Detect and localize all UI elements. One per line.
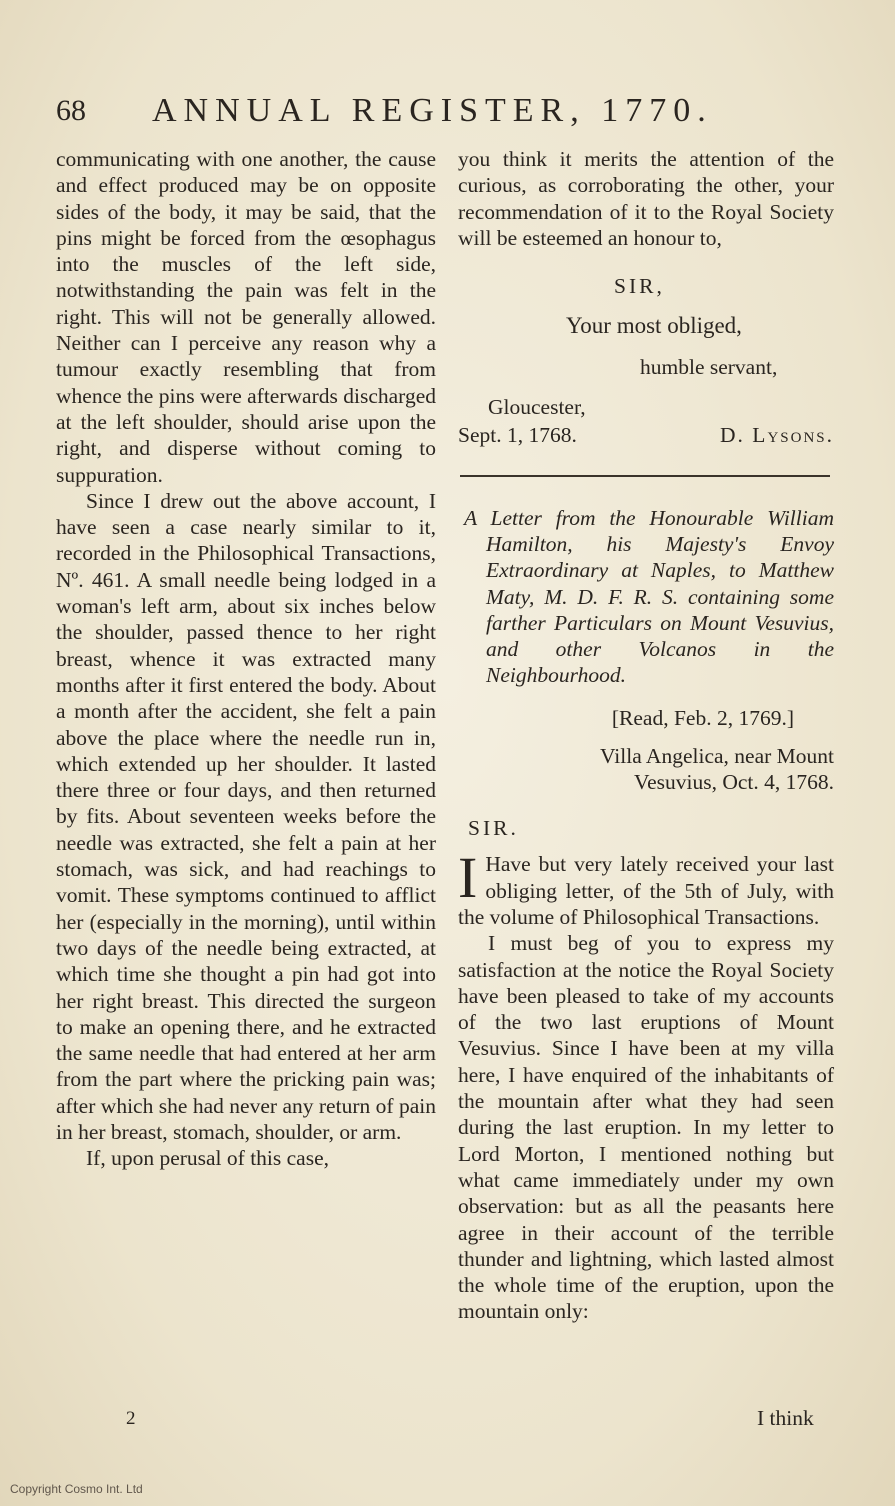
left-paragraph-3: If, upon perusal of this case, — [86, 1146, 329, 1171]
date-signature-line — [458, 422, 834, 448]
copyright-watermark: Copyright Cosmo Int. Ltd — [10, 1482, 143, 1496]
closing-salutation: SIR, — [614, 274, 665, 299]
right-paragraph-3: I must beg of you to express my satisfaction at the notice the Royal Society have been pleased to take of my accounts of the two last eruptions of Mount Vesuvius. Since I have been at my villa here, I have enquired of the inhabitants of the mountain after what they had seen during the last eruption. In my letter to Lord Morton, I mentioned nothing but what came immediately under my own observation: but as all the peasants here agree in their account of the terrible thunder and lightning, which lasted almost the whole time of the eruption, upon the mountain only: — [458, 931, 834, 1324]
left-column — [56, 146, 436, 1172]
address-line-1: Villa Angelica, near Mount — [600, 744, 834, 769]
address-line-2: Vesuvius, Oct. 4, 1768. — [633, 770, 834, 795]
letter-salutation: SIR. — [468, 816, 519, 841]
drop-cap: I — [458, 845, 478, 911]
letter-date: Sept. 1, 1768. — [458, 423, 577, 448]
right-paragraph-1: you think it merits the attention of the curious, as corroborating the other, your recommendation of it to the Royal Society will be esteemed an honour to, — [458, 147, 834, 250]
right-paragraph-2-text: Have but very lately received your last obliging letter, of the 5th of July, with the volume of Philosophical Transactions. — [458, 852, 834, 929]
left-paragraph-1: communicating with one another, the cause and effect produced may be on opposite sides of the body, it may be said, that the pins might be forced from the œsophagus into the muscles of the left side, notwithstanding the pain was felt in the right. This will not be generally allowed. Neither can I perceive any reason why a tumour exactly resembling that from whence the pins were afterwards discharged at the left shoulder, should arise upon the right, and disperse without coming to suppuration. — [56, 147, 436, 487]
letter-title: A Letter from the Honourable William Hamilton, his Majesty's Envoy Extraordinary at Naples, to Matthew Maty, M. D. F. R. S. containing some farther Particulars on Mount Vesuvius, and other Volcanos in the Neighbourhood. — [464, 505, 834, 688]
right-paragraph-2 — [458, 845, 834, 930]
closing-line-2: humble servant, — [640, 354, 778, 379]
page-number: 68 — [56, 94, 86, 127]
letter-signature: D. Lysons. — [720, 423, 834, 448]
section-divider — [460, 475, 830, 477]
left-paragraph-2: Since I drew out the above account, I have seen a case nearly similar to it, recorded in the Philosophical Transactions, Nº. 461. A small needle being lodged in a woman's left arm, about six inches below the shoulder, passed thence to her right breast, whence it was extracted many months after it first entered the body. About a month after the accident, she felt a pain above the place where the needle run in, which extended up her shoulder. It lasted there three or four days, and then returned by fits. About seventeen weeks before the needle was extracted, she felt a pain at her stomach, was sick, and had reachings to vomit. These symptoms continued to afflict her (especially in the morning), until within two days of the needle being extracted, at which time she thought a pin had got into her right breast. This directed the surgeon to make an opening there, and he extracted the same needle that had entered at her arm from the part where the pricking pain was; after which she had never any return of pain in her breast, stomach, shoulder, or arm. — [56, 488, 436, 1144]
right-column — [458, 146, 834, 1325]
closing-line-1: Your most obliged, — [566, 313, 742, 339]
running-title: ANNUAL REGISTER, 1770. — [152, 92, 713, 129]
catchword: I think — [757, 1406, 814, 1430]
signature-mark: 2 — [126, 1408, 136, 1429]
read-date: [Read, Feb. 2, 1769.] — [611, 705, 794, 730]
place-line: Gloucester, — [488, 395, 586, 420]
letter-address — [458, 743, 834, 795]
page-header — [56, 92, 846, 142]
